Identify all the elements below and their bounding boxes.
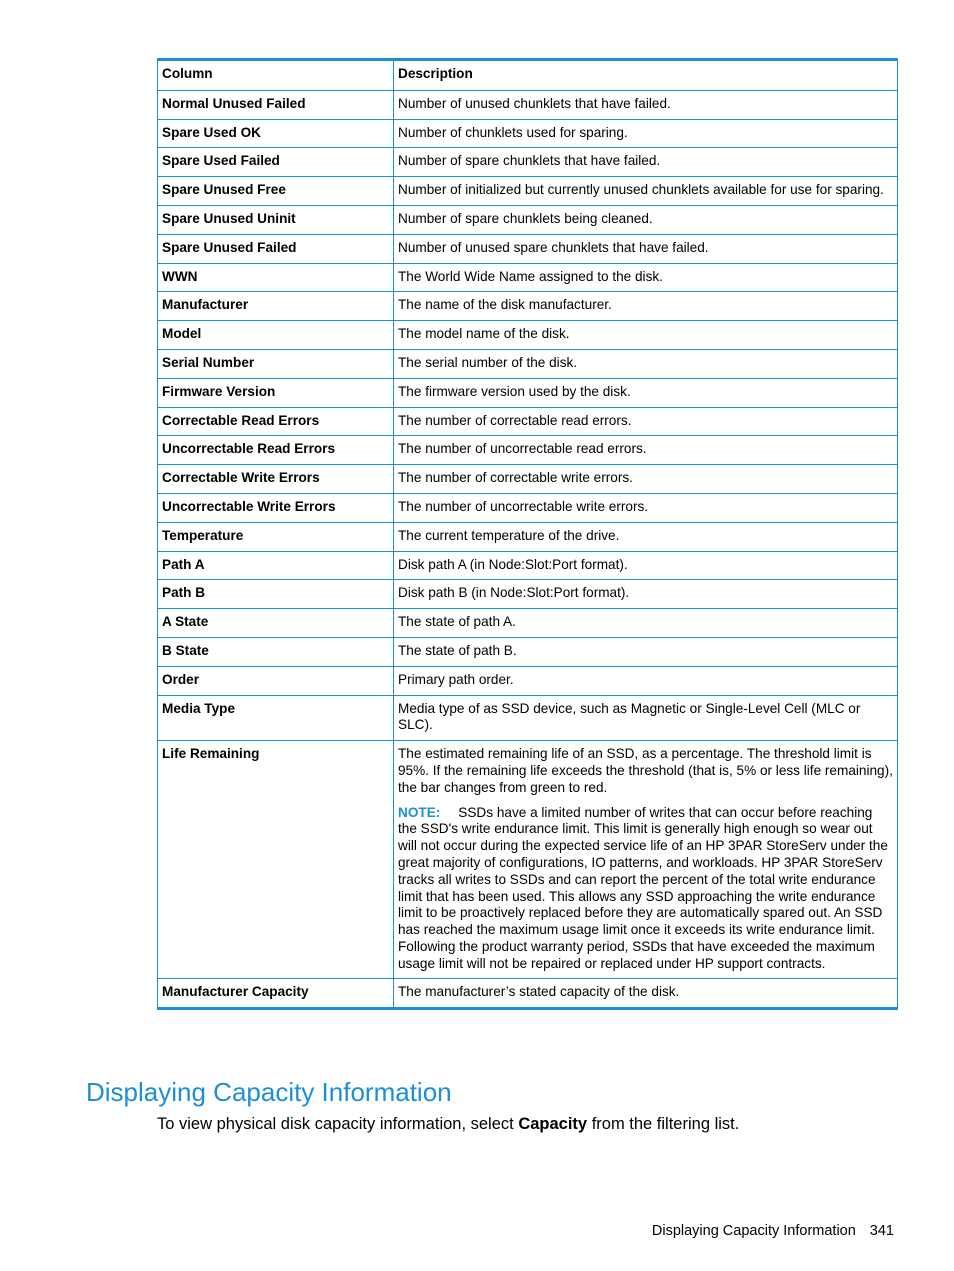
- table-row: [158, 292, 898, 321]
- row-description: [394, 741, 898, 979]
- row-description: Number of initialized but currently unused chunklets available for use for sparing.: [394, 177, 898, 206]
- row-description: The number of uncorrectable read errors.: [394, 436, 898, 465]
- table-row: [158, 580, 898, 609]
- column-description-table-wrapper: [157, 58, 897, 1010]
- row-name: Path B: [158, 580, 394, 609]
- row-description: Number of spare chunklets being cleaned.: [394, 205, 898, 234]
- row-name: Uncorrectable Write Errors: [158, 493, 394, 522]
- table-row: [158, 321, 898, 350]
- row-description: The state of path A.: [394, 609, 898, 638]
- table-row: [158, 119, 898, 148]
- table-row: [158, 263, 898, 292]
- table-row: [158, 90, 898, 119]
- row-name: Model: [158, 321, 394, 350]
- row-description: The number of correctable write errors.: [394, 465, 898, 494]
- row-name: Firmware Version: [158, 378, 394, 407]
- table-body: [158, 90, 898, 1008]
- header-description: Description: [394, 60, 898, 91]
- row-description: The serial number of the disk.: [394, 349, 898, 378]
- row-description: The World Wide Name assigned to the disk.: [394, 263, 898, 292]
- row-name: Spare Unused Free: [158, 177, 394, 206]
- row-name: Uncorrectable Read Errors: [158, 436, 394, 465]
- section-heading: Displaying Capacity Information: [86, 1077, 452, 1107]
- row-name: Temperature: [158, 522, 394, 551]
- row-name: Spare Unused Uninit: [158, 205, 394, 234]
- row-description: Number of chunklets used for sparing.: [394, 119, 898, 148]
- life-remaining-description: The estimated remaining life of an SSD, as a percentage. The threshold limit is 95%. If the remaining life exceeds the threshold (that is, 5% or less life remaining), the bar changes from green to red.: [398, 746, 893, 795]
- row-name: Path A: [158, 551, 394, 580]
- row-description: Number of unused spare chunklets that have failed.: [394, 234, 898, 263]
- row-name: Correctable Write Errors: [158, 465, 394, 494]
- table-row: [158, 378, 898, 407]
- table-row: [158, 205, 898, 234]
- row-name: Manufacturer Capacity: [158, 979, 394, 1009]
- table-row: [158, 177, 898, 206]
- row-name: Spare Used OK: [158, 119, 394, 148]
- row-name: Spare Used Failed: [158, 148, 394, 177]
- note-text: SSDs have a limited number of writes that can occur before reaching the SSD's write endurance limit. This limit is generally high enough so wear out will not occur during the expected service life of an HP 3PAR StoreServ under the great majority of configurations, IO patterns, and workloads. HP 3PAR StoreServ tracks all writes to SSDs and can report the percent of the total write endurance limit that has been used. This allows any SSD approaching the write endurance limit to be proactively replaced before they are automatically spared out. An SSD has reached the maximum usage limit once it exceeds its write endurance limit. Following the product warranty period, SSDs that have exceeded the maximum usage limit will not be repaired or replaced under HP support contracts.: [398, 804, 888, 971]
- table-row: [158, 234, 898, 263]
- row-name: WWN: [158, 263, 394, 292]
- row-description: The model name of the disk.: [394, 321, 898, 350]
- footer-title: Displaying Capacity Information: [651, 1223, 856, 1239]
- row-name: Order: [158, 666, 394, 695]
- row-description: Disk path B (in Node:Slot:Port format).: [394, 580, 898, 609]
- table-row: [158, 637, 898, 666]
- table-row: [158, 465, 898, 494]
- page-footer: [652, 1222, 894, 1240]
- row-name: B State: [158, 637, 394, 666]
- table-row: [158, 551, 898, 580]
- row-name: A State: [158, 609, 394, 638]
- table-row: [158, 695, 898, 741]
- note-paragraph: [398, 805, 893, 973]
- table-row: [158, 522, 898, 551]
- header-column: Column: [158, 60, 394, 91]
- row-name: Spare Unused Failed: [158, 234, 394, 263]
- page-number: 341: [869, 1223, 894, 1239]
- table-row: [158, 148, 898, 177]
- intro-text-after: from the filtering list.: [587, 1115, 740, 1133]
- table-row: [158, 666, 898, 695]
- row-name: Normal Unused Failed: [158, 90, 394, 119]
- row-name: Correctable Read Errors: [158, 407, 394, 436]
- table-row: [158, 407, 898, 436]
- row-description: The firmware version used by the disk.: [394, 378, 898, 407]
- row-description: Disk path A (in Node:Slot:Port format).: [394, 551, 898, 580]
- note-label: NOTE:: [398, 804, 441, 820]
- row-description: Media type of as SSD device, such as Magnetic or Single-Level Cell (MLC or SLC).: [394, 695, 898, 741]
- row-name: Serial Number: [158, 349, 394, 378]
- table-header-row: [158, 60, 898, 91]
- table-row-life-remaining: [158, 741, 898, 979]
- row-description: The current temperature of the drive.: [394, 522, 898, 551]
- row-description: The manufacturer’s stated capacity of the disk.: [394, 979, 898, 1009]
- table-row: [158, 436, 898, 465]
- intro-text-before: To view physical disk capacity information, select: [157, 1115, 519, 1133]
- row-name: Life Remaining: [158, 741, 394, 979]
- row-description: The state of path B.: [394, 637, 898, 666]
- intro-paragraph: [157, 1113, 739, 1135]
- column-description-table: [157, 58, 898, 1010]
- row-description: The number of uncorrectable write errors.: [394, 493, 898, 522]
- row-description: The number of correctable read errors.: [394, 407, 898, 436]
- table-row: [158, 979, 898, 1009]
- row-description: Primary path order.: [394, 666, 898, 695]
- table-row: [158, 493, 898, 522]
- row-description: The name of the disk manufacturer.: [394, 292, 898, 321]
- row-name: Media Type: [158, 695, 394, 741]
- table-row: [158, 349, 898, 378]
- table-row: [158, 609, 898, 638]
- row-description: Number of spare chunklets that have failed.: [394, 148, 898, 177]
- row-description: Number of unused chunklets that have failed.: [394, 90, 898, 119]
- intro-bold-term: Capacity: [518, 1115, 588, 1133]
- row-name: Manufacturer: [158, 292, 394, 321]
